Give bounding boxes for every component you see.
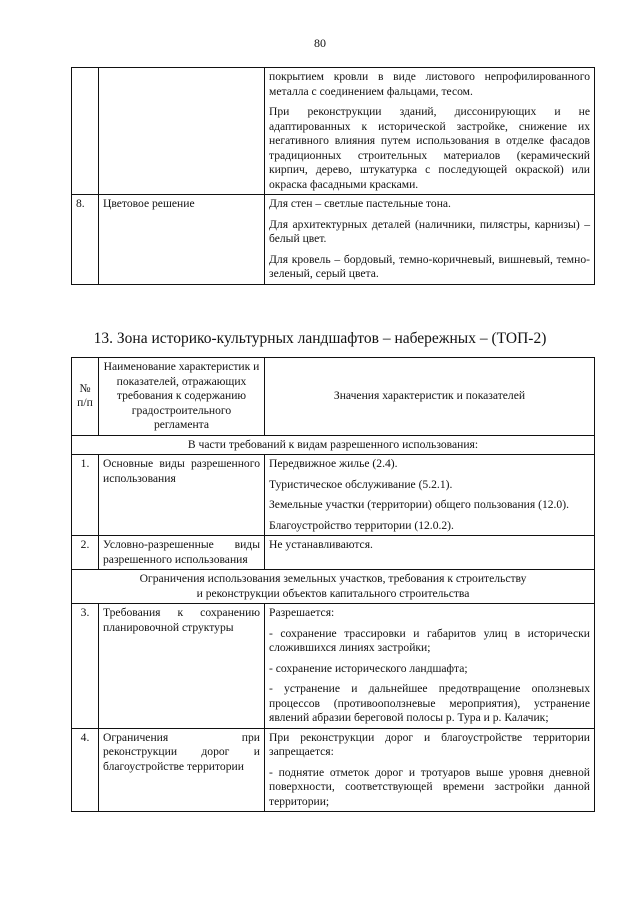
zone-regulation-table — [71, 357, 595, 812]
subheading-restrictions — [72, 570, 595, 604]
value-paragraph: Благоустройство территории (12.0.2). — [269, 518, 454, 532]
value-paragraph: Для кровель – бордовый, темно-коричневый, вишневый, темно-зеленый, серый цвета. — [269, 252, 590, 280]
characteristic-name: Основные виды разрешенного использования — [99, 455, 265, 536]
value-paragraph: Для архитектурных деталей (наличники, пилястры, карнизы) – белый цвет. — [269, 217, 590, 245]
table-row — [72, 536, 595, 570]
value-paragraph: Земельные участки (территории) общего пользования (12.0). — [269, 498, 569, 511]
section-title: 13. Зона историко-культурных ландшафтов – набережных – (ТОП-2) — [93, 330, 547, 347]
value-paragraph: Передвижное жилье (2.4). — [269, 457, 398, 470]
characteristic-values — [265, 68, 595, 195]
table-row — [72, 728, 595, 812]
table-header-row — [72, 358, 595, 436]
characteristic-name: Условно-разрешенные виды разрешенного использования — [99, 536, 265, 570]
subheading-line: Ограничения использования земельных участков, требования к строительству — [139, 572, 527, 585]
value-paragraph: - сохранение исторического ландшафта; — [269, 661, 468, 675]
header-values: Значения характеристик и показателей — [265, 358, 595, 436]
value-paragraph: покрытием кровли в виде листового непрофилированного металла с соединением фальцами, тесом. — [269, 70, 590, 98]
row-number — [72, 68, 99, 195]
characteristic-values — [265, 455, 595, 536]
value-paragraph: Не устанавливаются. — [269, 538, 373, 551]
row-number: 2. — [72, 536, 99, 570]
header-number: № п/п — [72, 358, 99, 436]
page-number: 80 — [314, 36, 326, 50]
characteristic-values — [265, 195, 595, 285]
characteristic-name: Требования к сохранению планировочной структуры — [99, 604, 265, 729]
value-paragraph: Разрешается: — [269, 606, 335, 619]
subheading-line: и реконструкции объектов капитального строительства — [196, 586, 470, 600]
value-paragraph: Туристическое обслуживание (5.2.1). — [269, 477, 453, 491]
characteristic-name: Цветовое решение — [99, 195, 265, 285]
value-paragraph: При реконструкции зданий, диссонирующих и не адаптированных к исторической застройке, снижение их негативного влияния путем использования в отделке фасадов традиционных строительных материалов (керамический кирпич, дерево, штукатурка с последующей окраской) или окраска фасадными красками. — [269, 105, 590, 191]
table-row — [72, 195, 595, 285]
characteristic-values — [265, 604, 595, 729]
subheading-permitted-use: В части требований к видам разрешенного использования: — [72, 435, 595, 455]
table-subheading-row — [72, 435, 595, 455]
characteristic-name: Ограничения при реконструкции дорог и благоустройстве территории — [99, 728, 265, 812]
continuation-table — [71, 67, 595, 285]
value-paragraph: - сохранение трассировки и габаритов улиц в исторически сложившихся линиях застройки; — [269, 626, 590, 654]
value-paragraph: При реконструкции дорог и благоустройстве территории запрещается: — [269, 730, 590, 758]
header-characteristic: Наименование характеристик и показателей, отражающих требования к содержанию градостроительного регламента — [99, 358, 265, 436]
table-row — [72, 68, 595, 195]
table-row — [72, 604, 595, 729]
row-number: 1. — [72, 455, 99, 536]
table-row — [72, 455, 595, 536]
characteristic-name — [99, 68, 265, 195]
row-number: 3. — [72, 604, 99, 729]
characteristic-values — [265, 536, 595, 570]
value-paragraph: - устранение и дальнейшее предотвращение оползневых процессов (противооползневые мероприятия), устранение явлений абразии береговой полосы р. Тура и р. Калачик; — [269, 682, 590, 724]
row-number: 8. — [72, 195, 99, 285]
row-number: 4. — [72, 728, 99, 812]
table-subheading-row — [72, 570, 595, 604]
value-paragraph: Для стен – светлые пастельные тона. — [269, 197, 451, 210]
characteristic-values — [265, 728, 595, 812]
value-paragraph: - поднятие отметок дорог и тротуаров выше уровня дневной поверхности, соответствующей времени застройки данной территории; — [269, 765, 590, 808]
